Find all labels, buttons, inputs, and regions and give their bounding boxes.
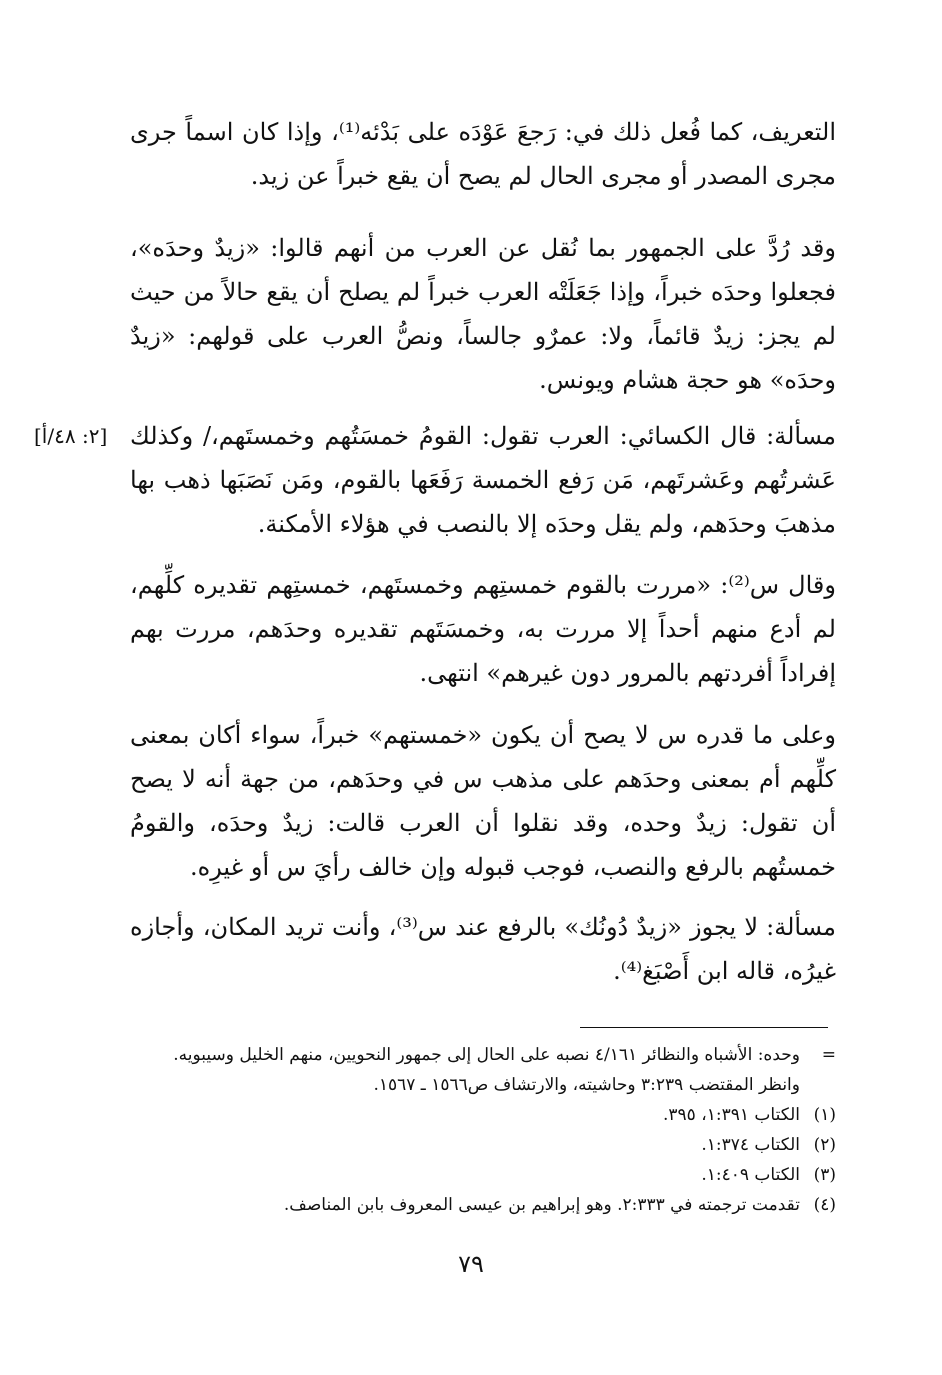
footnote-mark: (١) (813, 1105, 836, 1125)
page-number: ٧٩ (458, 1250, 484, 1278)
footnote-mark: (٢) (813, 1135, 836, 1155)
footnote-text: الكتاب ١:٤٠٩. (701, 1165, 800, 1185)
footnote-mark: = (821, 1045, 836, 1065)
footnote-text: الكتاب ١:٣٩١، ٣٩٥. (663, 1105, 800, 1125)
body-paragraph: وقد رُدَّ على الجمهور بما نُقل عن العرب من أنهم قالوا: «زيدٌ وحدَه»، فجعلوا وحدَه خبراً، وإذا جَعَلَتْه العرب خبراً لم يصلح أن يقع حالاً من حيث لم يجز: زيدٌ قائماً، ولا: عمرٌو جالساً، ونصُّ العرب على قولهم: «زيدٌ وحدَه» هو حجة هشام ويونس. (130, 234, 837, 394)
footnote-text: الكتاب ١:٣٧٤. (701, 1135, 800, 1155)
body-paragraph: التعريف، كما فُعل ذلك في: رَجعَ عَوْدَه على بَدْئه⁽¹⁾، وإذا كان اسماً جرى مجرى المصدر أو مجرى الحال لم يصح أن يقع خبراً عن زيد. (130, 118, 836, 190)
footnote-item (130, 1040, 836, 1100)
footnotes (130, 1040, 836, 1220)
footnote-separator (580, 1027, 828, 1028)
footnote-mark: (٣) (813, 1165, 836, 1185)
footnote-text: تقدمت ترجمته في ٢:٣٣٣. وهو إبراهيم بن عيسى المعروف بابن المناصف. (283, 1195, 800, 1215)
body-paragraph: وقال س⁽²⁾: «مررت بالقوم خمستِهم وخمستَهم، خمستِهم تقديره كلِّهم، لم أدع منهم أحداً إلا مررت به، وخمسَتَهم تقديره وحدَهم، مررت بهم إفراداً أفردتهم بالمرور دون غيرهم» انتهى. (130, 571, 836, 687)
body-paragraph: مسألة: قال الكسائي: العرب تقول: القومُ خمسَتُهم وخمستَهم،/ وكذلك عَشرتُهم وعَشرتَهم، مَن رَفع الخمسة رَفَعَها بالقوم، ومَن نَصَبَها ذهب بها مذهبَ وحدَهم، ولم يقل وحدَه إلا بالنصب في هؤلاء الأمكنة. (130, 422, 836, 538)
footnote-item (130, 1100, 836, 1130)
body-paragraph: مسألة: لا يجوز «زيدٌ دُونُك» بالرفع عند س⁽³⁾، وأنت تريد المكان، وأجازه غيرُه، قاله ابن أَصْبَغ⁽⁴⁾. (130, 913, 836, 985)
footnote-text: وحده: الأشباه والنظائر ٤/١٦١ نصبه على الحال إلى جمهور النحويين، منهم الخليل وسيبويه. وانظر المقتضب ٣:٢٣٩ وحاشيته، والارتشاف ص١٥٦٦ ـ ١٥٦٧. (173, 1045, 800, 1095)
footnote-item (130, 1190, 836, 1220)
footnote-item (130, 1130, 836, 1160)
footnote-item (130, 1160, 836, 1190)
body-paragraph: وعلى ما قدره س لا يصح أن يكون «خمستهم» خبراً، سواء أكان بمعنى كلِّهم أم بمعنى وحدَهم على مذهب س في وحدَهم، من جهة أنه لا يصح أن تقول: زيدٌ وحده، وقد نقلوا أن العرب قالت: زيدٌ وحدَه، والقومُ خمستُهم بالرفع والنصب، فوجب قبوله وإن خالف رأيَ س أو غيرِه. (130, 721, 836, 881)
footnote-mark: (٤) (813, 1195, 836, 1215)
manuscript-folio-marker: [٢: ٤٨/أ] (34, 424, 108, 448)
